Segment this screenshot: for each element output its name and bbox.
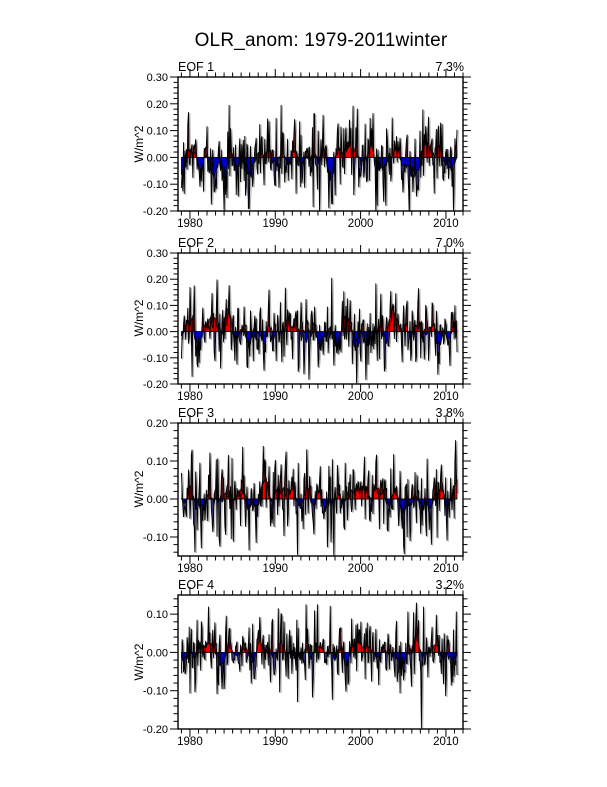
y-tick-label: 0.00 [146,494,168,506]
panel-label: EOF 2 [178,236,215,250]
panel-label: EOF 1 [178,60,215,74]
x-tick-label: 1990 [262,391,289,403]
x-tick-label: 2000 [347,736,374,748]
x-tick-label: 1980 [177,736,203,748]
panel-header-eof4 [178,578,464,592]
panel-series [181,105,458,220]
y-tick-label: -0.10 [142,352,168,365]
y-tick-label: 0.20 [146,98,168,111]
y-tick-label: 0.10 [146,609,168,622]
y-tick-label: 0.20 [146,418,168,430]
panel-header-eof1 [178,60,464,74]
x-tick-label: 2010 [433,391,459,403]
panel-series [181,440,458,557]
x-tick-label: 2000 [347,563,374,575]
y-tick-label: -0.10 [142,179,168,192]
x-tick-label: 2010 [433,736,459,748]
chart-title: OLR_anom: 1979-2011winter [194,30,448,51]
y-tick-label: 0.00 [146,152,168,165]
x-tick-label: 1990 [262,218,289,230]
panel-series [181,278,458,384]
x-tick-label: 2010 [433,563,459,575]
panel-variance: 3.2% [435,578,464,592]
x-tick-label: 1990 [262,563,289,575]
x-tick-label: 2000 [347,218,374,230]
panel-variance: 3.8% [435,406,464,420]
y-tick-label: 0.00 [146,647,168,660]
y-tick-label: 0.10 [146,300,168,313]
panel-label: EOF 4 [178,578,215,592]
y-tick-label: 0.20 [146,274,168,287]
y-axis-label: W/m^2 [132,125,146,163]
y-tick-label: -0.20 [142,206,168,218]
y-tick-label: 0.30 [146,72,168,84]
y-tick-label: 0.10 [146,125,168,138]
y-tick-label: -0.10 [142,685,168,698]
y-tick-label: 0.00 [146,326,168,339]
y-axis-label: W/m^2 [132,299,146,337]
x-tick-label: 2000 [347,391,374,403]
panel-label: EOF 3 [178,406,215,420]
x-tick-label: 1980 [177,563,203,575]
panel-variance: 7.0% [435,236,464,250]
x-tick-label: 1980 [177,218,203,230]
y-tick-label: -0.10 [142,532,168,544]
x-tick-label: 2010 [433,218,459,230]
y-tick-label: -0.20 [142,379,168,391]
y-tick-label: 0.30 [146,248,168,260]
y-tick-label: -0.20 [142,724,168,736]
y-tick-label: 0.10 [146,456,168,468]
panel-header-eof3 [178,406,464,420]
x-tick-label: 1980 [177,391,203,403]
panel-series [181,603,458,729]
y-axis-label: W/m^2 [132,643,146,681]
y-axis-label: W/m^2 [132,470,146,508]
x-tick-label: 1990 [262,736,289,748]
panel-variance: 7.3% [435,60,464,74]
panel-header-eof2 [178,236,464,250]
